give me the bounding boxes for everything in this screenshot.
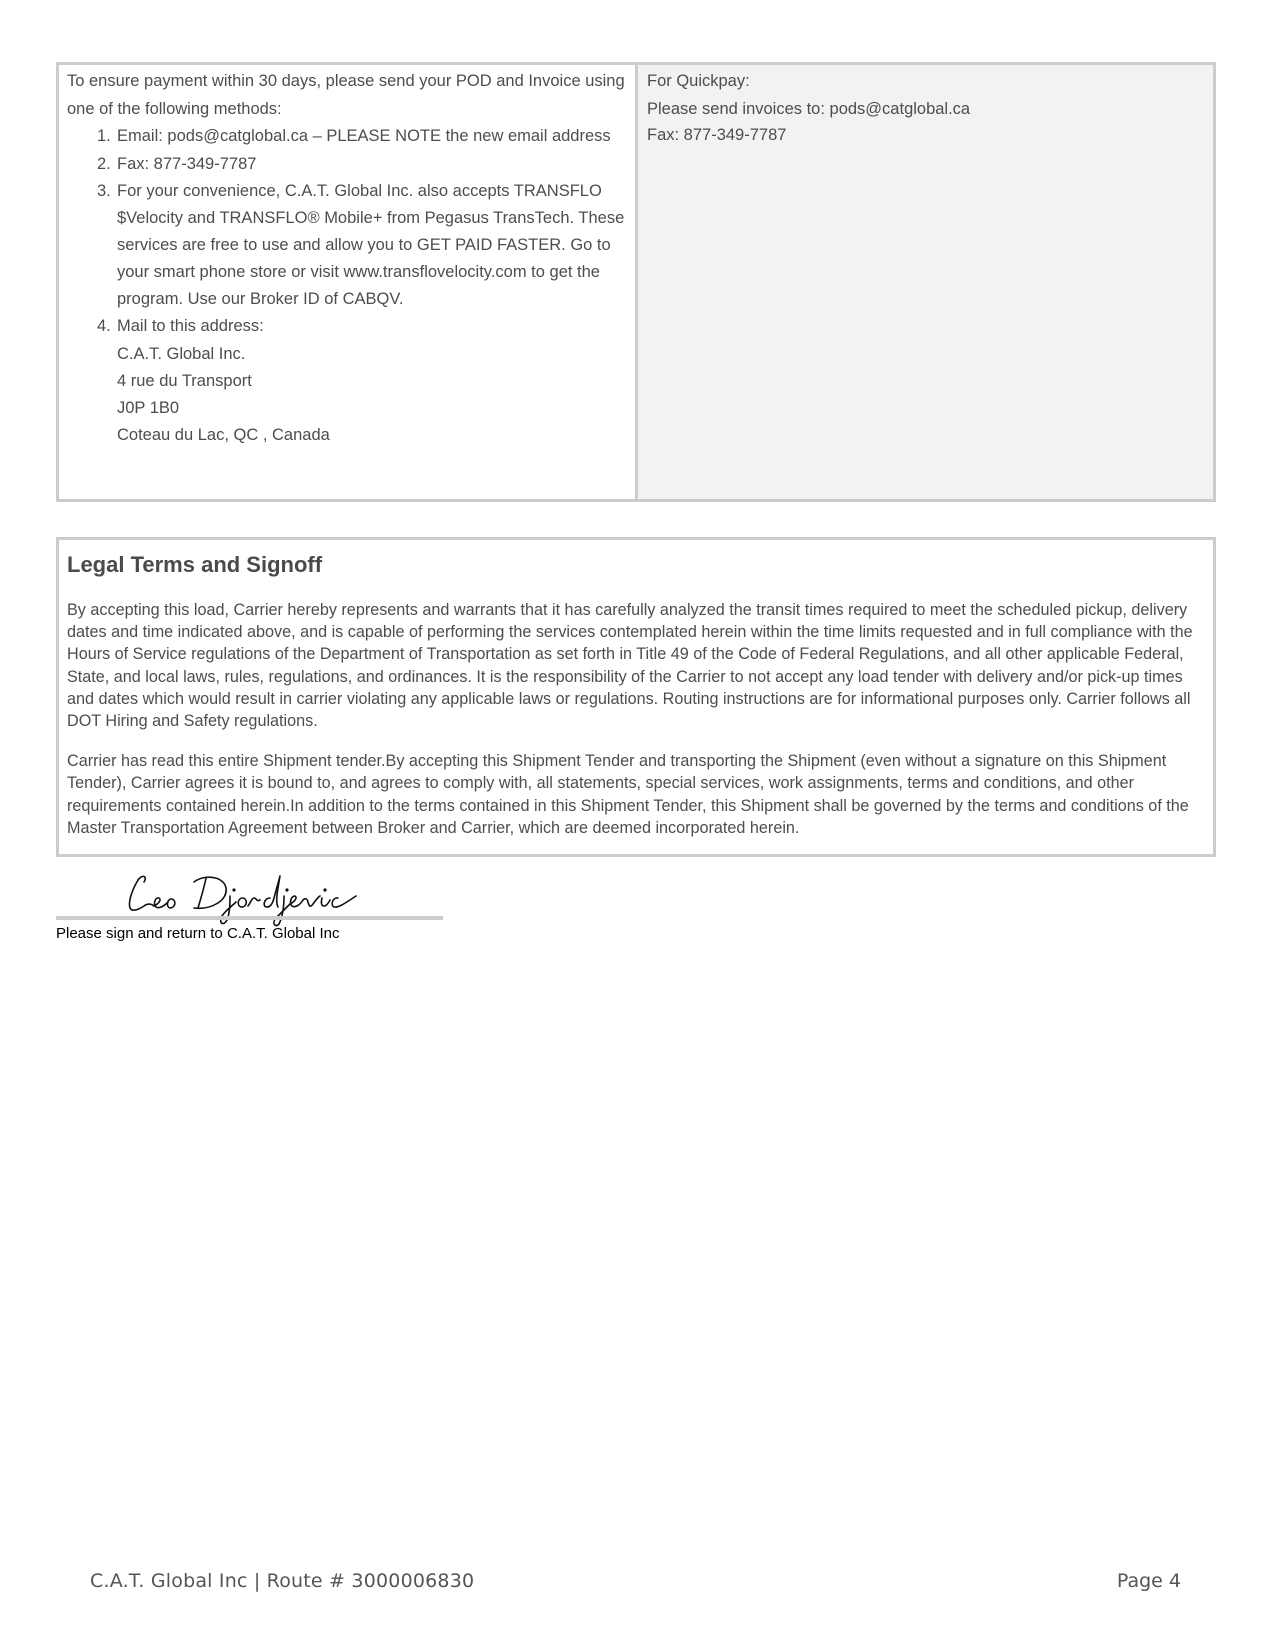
- method-number: 1.: [97, 127, 111, 145]
- method-number: 3.: [97, 182, 111, 200]
- method-text: For your convenience, C.A.T. Global Inc. also accepts TRANSFLO $Velocity and TRANSFLO® Mobile+ from Pegasus TransTech. These services are free to use and allow you to GET PAID FASTER. Go to your smart phone store or visit www.transflovelocity.com to get the program. Use our Broker ID of CABQV.: [117, 182, 625, 308]
- footer-route: C.A.T. Global Inc | Route # 3000006830: [90, 1570, 475, 1592]
- method-item-transflo: [97, 178, 635, 313]
- payment-methods-list: [67, 123, 635, 449]
- quickpay-fax: Fax: 877-349-7787: [647, 125, 787, 144]
- address-line: C.A.T. Global Inc.: [117, 344, 246, 363]
- page-number: Page 4: [1116, 1570, 1181, 1592]
- legal-title: Legal Terms and Signoff: [67, 552, 323, 577]
- signature-line: [56, 916, 443, 920]
- quickpay-heading: For Quickpay:: [647, 72, 750, 90]
- address-line: Coteau du Lac, QC , Canada: [117, 425, 330, 444]
- address-line: 4 rue du Transport: [117, 371, 252, 390]
- method-number: 4.: [97, 317, 111, 335]
- method-item-fax: [97, 151, 635, 179]
- quickpay-email: Please send invoices to: pods@catglobal.ca: [647, 99, 971, 118]
- quickpay-panel: [638, 65, 1213, 499]
- address-line: J0P 1B0: [117, 398, 180, 417]
- method-number: 2.: [97, 154, 111, 173]
- payment-methods-panel: [59, 65, 638, 499]
- method-item-mail: [97, 313, 635, 449]
- method-text: Fax: 877-349-7787: [117, 154, 257, 173]
- payment-instructions-box: [56, 62, 1216, 502]
- method-text: Mail to this address:: [117, 317, 264, 335]
- signature-instructions: Please sign and return to C.A.T. Global Inc: [56, 925, 340, 942]
- legal-paragraph: By accepting this load, Carrier hereby represents and warrants that it has carefully analyzed the transit times required to meet the scheduled pickup, delivery dates and time indicated above, and is capable of performing the services contemplated herein within the time limits requested and in full compliance with the Hours of Service regulations of the Department of Transportation as set forth in Title 49 of the Code of Federal Regulations, and all other applicable Federal, State, and local laws, rules, regulations, and ordinances. It is the responsibility of the Carrier to not accept any load tender with delivery and/or pick-up times and dates which would result in carrier violating any applicable laws or regulations. Routing instructions are for informational purposes only. Carrier follows all DOT Hiring and Safety regulations.: [67, 601, 1193, 731]
- method-item-email: [97, 123, 635, 151]
- method-text: Email: pods@catglobal.ca – PLEASE NOTE the new email address: [117, 127, 611, 145]
- payment-intro: To ensure payment within 30 days, please send your POD and Invoice using one of the following methods:: [67, 72, 625, 118]
- legal-terms-box: [56, 537, 1216, 857]
- legal-paragraph: Carrier has read this entire Shipment tender.By accepting this Shipment Tender and transporting the Shipment (even without a signature on this Shipment Tender), Carrier agrees it is bound to, and agrees to comply with, all statements, special services, work assignments, terms and conditions, and other requirements contained herein.In addition to the terms contained in this Shipment Tender, this Shipment shall be governed by the terms and conditions of the Master Transportation Agreement between Broker and Carrier, which are deemed incorporated herein.: [67, 752, 1189, 837]
